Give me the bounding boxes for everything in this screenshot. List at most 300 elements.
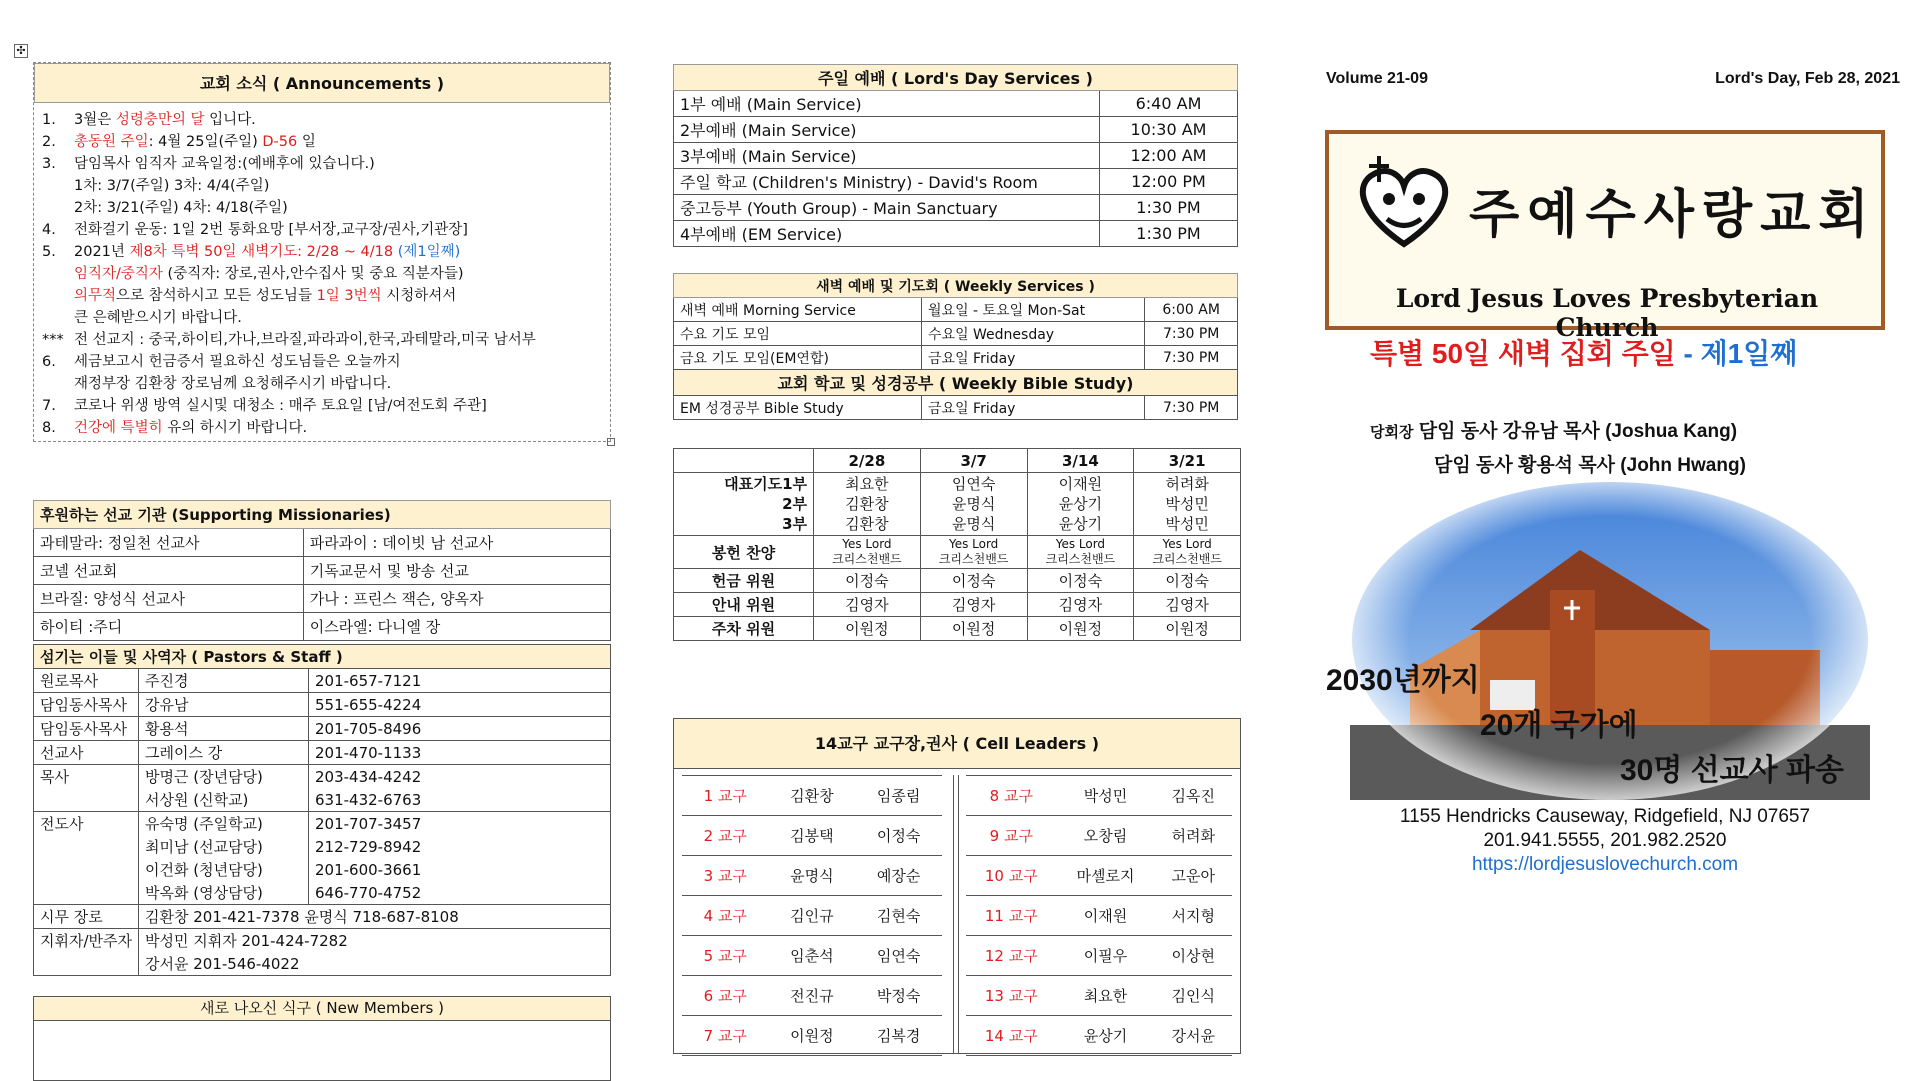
table-row (966, 1016, 1232, 1056)
table-row (674, 169, 1238, 195)
cell-leader: 김인식 (1154, 976, 1232, 1016)
cell-leader: 이상현 (1154, 936, 1232, 976)
prayer-name: 박성민 (1165, 515, 1209, 533)
staff-role: 시무 장로 (34, 905, 139, 929)
weekly-cell: 7:30 PM (1145, 322, 1238, 346)
table-row (674, 593, 1241, 617)
announcement-item (42, 351, 602, 373)
vision-line-1: 2030년까지 (1326, 664, 1480, 697)
cell-leaders-title: 14교구 교구장,권사 ( Cell Leaders ) (674, 719, 1240, 769)
cover-panel (1310, 60, 1910, 1070)
announcement-text: 큰 은혜받으시기 바랍니다. (74, 310, 242, 326)
parking-cell: 이원정 (920, 617, 1027, 641)
cell-number: 11 교구 (966, 896, 1057, 936)
announcement-text (74, 351, 401, 373)
announcement-number: 7. (42, 398, 56, 414)
announcement-item (42, 263, 602, 285)
announcement-text: 1차: 3/7(주일) 3차: 4/4(주일) (74, 178, 270, 194)
announcement-item (42, 109, 602, 131)
song-label: 봉헌 찬양 (674, 536, 814, 569)
announcement-hl: 성령충만의 달 (115, 112, 205, 128)
usher-cell: 김영자 (814, 593, 921, 617)
announcement-tail: 으로 참석하시고 모든 성도님들 (116, 288, 317, 304)
announcement-number: *** (42, 332, 64, 348)
announcement-tail: (중직자: 장로,권사,안수집사 및 중요 직분자들) (162, 266, 464, 282)
service-name: 중고등부 (Youth Group) - Main Sanctuary (674, 195, 1100, 221)
cell-number: 4 교구 (682, 896, 768, 936)
cell-leader: 고운아 (1154, 856, 1232, 896)
volume-label: Volume 21-09 (1326, 70, 1428, 87)
offering-label: 헌금 위원 (674, 569, 814, 593)
table-row (34, 529, 611, 557)
staff-role (34, 835, 139, 858)
cell-number: 6 교구 (682, 976, 768, 1016)
staff-name: 최미남 (선교담당) (139, 835, 309, 858)
table-row (34, 717, 611, 741)
missionary-cell: 이스라엘: 다니엘 장 (303, 613, 610, 641)
church-name-english: Lord Jesus Loves Presbyterian Church (1395, 284, 1819, 342)
announcement-number: 8. (42, 420, 56, 436)
staff-role (34, 881, 139, 905)
staff-name: 유숙명 (주일학교) (139, 812, 309, 836)
table-row (34, 741, 611, 765)
cell-leaders-right (966, 775, 1232, 1056)
service-name: 주일 학교 (Children's Ministry) - David's Room (674, 169, 1100, 195)
announcement-hl2: D-56 (262, 134, 298, 150)
table-row (34, 952, 611, 976)
prayer-name: 김환창 (845, 515, 889, 533)
cell-leader: 김옥진 (1154, 776, 1232, 816)
weekly-cell: 수요 기도 모임 (674, 322, 922, 346)
cell-leader: 박정숙 (855, 976, 942, 1016)
staff-name: 방명근 (장년담당) (139, 765, 309, 789)
staff-table (33, 644, 611, 976)
prayer-name: 윤상기 (1058, 515, 1103, 533)
announcement-number (42, 373, 74, 395)
service-time: 1:30 PM (1100, 195, 1238, 221)
address: 1155 Hendricks Causeway, Ridgefield, NJ 07657 (1399, 806, 1811, 827)
services-table (673, 64, 1238, 247)
cell-leader: 오창림 (1057, 816, 1155, 856)
prayer-cell (1134, 473, 1241, 536)
staff-phone: 201-707-3457 (309, 812, 611, 836)
cell-number: 12 교구 (966, 936, 1057, 976)
announcement-hl: 제8차 특벽 50일 새벽기도: 2/28 ~ 4/18 (129, 244, 394, 260)
weekly-cell: 수요일 Wednesday (922, 322, 1145, 346)
cell-leader: 윤상기 (1057, 1016, 1155, 1056)
announcement-item (42, 131, 602, 153)
table-row (674, 91, 1238, 117)
services-title: 주일 예배 ( Lord's Day Services ) (674, 65, 1238, 91)
announcement-tail: 입니다. (204, 112, 256, 128)
church-name-korean: 주예수사랑교회 (1469, 185, 1877, 245)
cell-number: 13 교구 (966, 976, 1057, 1016)
table-row (966, 936, 1232, 976)
table-row (674, 536, 1241, 569)
weekly-table (673, 273, 1238, 420)
service-name: 4부예배 (EM Service) (674, 221, 1100, 247)
announcement-tail2: 일 (297, 134, 316, 150)
roster-corner (674, 449, 814, 473)
prayer-name: 윤명식 (951, 515, 996, 533)
announcement-text (74, 395, 487, 417)
announcement-blue: (제1일째) (393, 244, 461, 260)
announcement-text (74, 175, 269, 197)
parking-label: 주차 위원 (674, 617, 814, 641)
table-row (674, 473, 1241, 536)
missionary-cell: 하이티 :주디 (34, 613, 304, 641)
usher-label: 안내 위원 (674, 593, 814, 617)
staff-role: 전도사 (34, 812, 139, 836)
prayer-name: 박성민 (1165, 495, 1209, 513)
cell-leader: 최요한 (1057, 976, 1155, 1016)
weekly-cell: 6:00 AM (1145, 298, 1238, 322)
table-row (682, 856, 942, 896)
announcement-number (42, 175, 74, 197)
announcement-number (42, 307, 74, 329)
staff-name: 황용석 (139, 717, 309, 741)
pastor-1: 담임 동사 강유남 목사 (Joshua Kang) (1418, 421, 1738, 442)
announcement-text: 3월은 (74, 112, 116, 128)
announcement-number: 2. (42, 134, 56, 150)
announcement-item (42, 175, 602, 197)
announcement-hl: 건강에 특별히 (74, 420, 163, 436)
usher-cell: 김영자 (920, 593, 1027, 617)
cell-leader: 이재원 (1057, 896, 1155, 936)
offering-cell: 이정숙 (920, 569, 1027, 593)
staff-role: 목사 (34, 765, 139, 789)
cell-leader: 김현숙 (855, 896, 942, 936)
announcement-number: 4. (42, 222, 56, 238)
missionary-cell: 브라질: 양성식 선교사 (34, 585, 304, 613)
table-row (682, 976, 942, 1016)
cell-leader: 임춘석 (768, 936, 855, 976)
staff-name: 이건화 (청년담당) (139, 858, 309, 881)
prayer-name: 김환창 (845, 495, 889, 513)
staff-role (34, 858, 139, 881)
missionary-cell: 코넬 선교회 (34, 557, 304, 585)
table-row (34, 858, 611, 881)
cell-number: 10 교구 (966, 856, 1057, 896)
bible-cell: EM 성경공부 Bible Study (674, 396, 922, 420)
staff-name: 강유남 (139, 693, 309, 717)
announcement-text: 2차: 3/21(주일) 4차: 4/18(주일) (74, 200, 288, 216)
table-row (674, 569, 1241, 593)
roster-date: 3/14 (1027, 449, 1134, 473)
table-row (34, 613, 611, 641)
announcement-item (42, 329, 602, 351)
cell-number: 8 교구 (966, 776, 1057, 816)
cell-number: 2 교구 (682, 816, 768, 856)
announcement-item (42, 307, 602, 329)
staff-phone: 201-657-7121 (309, 669, 611, 693)
announcements-box (33, 62, 611, 442)
weekly-cell: 새벽 예배 Morning Service (674, 298, 922, 322)
missionary-cell: 파라과이 : 데이빗 남 선교사 (303, 529, 610, 557)
table-row (34, 881, 611, 905)
cell-leader: 이필우 (1057, 936, 1155, 976)
roster-header-row (674, 449, 1241, 473)
cell-leader: 김환창 (768, 776, 855, 816)
service-time: 12:00 AM (1100, 143, 1238, 169)
announcement-item (42, 373, 602, 395)
special-service-title: 특별 50일 새벽 집회 주일 (1370, 338, 1676, 369)
staff-name: 강서윤 201-546-4022 (139, 952, 611, 976)
announcement-item (42, 395, 602, 417)
cell-leader: 임종림 (855, 776, 942, 816)
table-row (674, 143, 1238, 169)
prayer-name: 이재원 (1058, 475, 1103, 493)
staff-role: 선교사 (34, 741, 139, 765)
move-handle-icon[interactable]: ✣ (14, 44, 28, 58)
song-cell: Yes Lord 크리스천밴드 (814, 536, 921, 569)
announcement-number: 1. (42, 112, 56, 128)
announcements-list (34, 103, 610, 439)
missionary-cell: 가나 : 프린스 잭슨, 양옥자 (303, 585, 610, 613)
service-time: 1:30 PM (1100, 221, 1238, 247)
table-row (34, 765, 611, 789)
phone: 201.941.5555, 201.982.2520 (1483, 830, 1727, 851)
table-row (682, 936, 942, 976)
song-cell: Yes Lord 크리스천밴드 (1027, 536, 1134, 569)
table-row (966, 776, 1232, 816)
prayer-label: 대표기도1부 2부 3부 (674, 473, 814, 536)
announcement-text (74, 219, 468, 241)
weekly-title: 새벽 예배 및 기도회 ( Weekly Services ) (674, 274, 1238, 298)
announcement-text: 세금보고시 헌금증서 필요하신 성도님들은 오늘까지 (74, 354, 401, 370)
cell-number: 9 교구 (966, 816, 1057, 856)
staff-role: 담임동사목사 (34, 717, 139, 741)
table-row (34, 835, 611, 858)
missionary-cell: 기독교문서 및 방송 선교 (303, 557, 610, 585)
table-row (682, 816, 942, 856)
announcement-item (42, 219, 602, 241)
offering-cell: 이정숙 (1134, 569, 1241, 593)
bible-cell: 금요일 Friday (922, 396, 1145, 420)
announcement-number (42, 285, 74, 307)
table-row (966, 896, 1232, 936)
cell-leader: 서지형 (1154, 896, 1232, 936)
parking-cell: 이원정 (1027, 617, 1134, 641)
prayer-name: 최요한 (845, 475, 889, 493)
announcement-text: 전화걸기 운동: 1일 2번 통화요망 [부서장,교구장/권사,기관장] (74, 222, 468, 238)
table-row (34, 669, 611, 693)
church-logo (1325, 130, 1885, 342)
staff-name: 서상원 (신학교) (139, 788, 309, 812)
announcement-text: 2021년 (74, 244, 130, 260)
missionary-cell: 과테말라: 정일천 선교사 (34, 529, 304, 557)
table-row (682, 896, 942, 936)
prayer-cell (814, 473, 921, 536)
weekly-cell: 7:30 PM (1145, 346, 1238, 370)
table-row (34, 693, 611, 717)
weekly-cell: 월요일 - 토요일 Mon-Sat (922, 298, 1145, 322)
announcement-number: 3. (42, 156, 56, 172)
announcement-item (42, 153, 602, 175)
staff-phone: 201-705-8496 (309, 717, 611, 741)
table-row (682, 1016, 942, 1056)
announcement-text (74, 131, 316, 153)
announcement-tail2: 시청하셔서 (381, 288, 457, 304)
new-members-title: 새로 나오신 식구 ( New Members ) (34, 997, 610, 1021)
bible-study-title: 교회 학교 및 성경공부 ( Weekly Bible Study) (674, 370, 1238, 396)
prayer-name: 허려화 (1165, 475, 1209, 493)
announcement-text (74, 417, 307, 439)
staff-name: 박옥화 (영상담당) (139, 881, 309, 905)
service-time: 6:40 AM (1100, 91, 1238, 117)
staff-phone: 201-470-1133 (309, 741, 611, 765)
cell-divider (953, 775, 959, 1053)
staff-phone: 631-432-6763 (309, 788, 611, 812)
table-row (34, 812, 611, 836)
table-row (34, 905, 611, 929)
cell-number: 14 교구 (966, 1016, 1057, 1056)
new-members-box (33, 996, 611, 1081)
cell-leader: 전진규 (768, 976, 855, 1016)
announcement-text (74, 263, 464, 285)
staff-phone: 551-655-4224 (309, 693, 611, 717)
table-row (674, 221, 1238, 247)
staff-phone: 646-770-4752 (309, 881, 611, 905)
cell-number: 7 교구 (682, 1016, 768, 1056)
cell-number: 1 교구 (682, 776, 768, 816)
table-row (34, 929, 611, 953)
heart-cross-icon (1349, 154, 1459, 254)
staff-role: 원로목사 (34, 669, 139, 693)
staff-role: 지휘자/반주자 (34, 929, 139, 953)
announcement-text: 전 선교지 : 중국,하이티,가나,브라질,파라과이,한국,과테말라,미국 남서부 (74, 332, 536, 348)
cell-leaders-box (673, 718, 1241, 1054)
announcement-text (74, 241, 460, 263)
table-row (674, 396, 1238, 420)
announcement-hl: 총동원 주일 (74, 134, 149, 150)
table-row (674, 298, 1238, 322)
service-time: 10:30 AM (1100, 117, 1238, 143)
announcement-text: 담임목사 임직자 교육일정:(예배후에 있습니다.) (74, 156, 375, 172)
cell-leader: 마셸로지 (1057, 856, 1155, 896)
table-row (966, 856, 1232, 896)
cell-leader: 임연숙 (855, 936, 942, 976)
cell-leader: 김봉택 (768, 816, 855, 856)
special-service-day: - 제1일째 (1683, 338, 1798, 369)
announcement-text (74, 197, 288, 219)
usher-cell: 김영자 (1134, 593, 1241, 617)
song-cell: Yes Lord 크리스천밴드 (920, 536, 1027, 569)
resize-handle-icon[interactable] (607, 438, 615, 446)
cell-leader: 박성민 (1057, 776, 1155, 816)
table-row (674, 617, 1241, 641)
vision-line-3: 30명 선교사 파송 (1620, 754, 1844, 787)
missionaries-title: 후원하는 선교 기관 (Supporting Missionaries) (34, 501, 611, 529)
announcement-item (42, 197, 602, 219)
weekly-cell: 금요 기도 모임(EM연합) (674, 346, 922, 370)
announcement-number (42, 197, 74, 219)
announcement-text (74, 307, 242, 329)
table-row (674, 195, 1238, 221)
cell-leader: 이정숙 (855, 816, 942, 856)
website-link[interactable]: https://lordjesuslovechurch.com (1471, 854, 1739, 875)
cell-leader: 예장순 (855, 856, 942, 896)
table-row (674, 322, 1238, 346)
table-row (966, 976, 1232, 1016)
staff-phone: 203-434-4242 (309, 765, 611, 789)
prayer-cell (920, 473, 1027, 536)
roster-table (673, 448, 1241, 641)
announcement-text (74, 285, 456, 307)
service-time: 12:00 PM (1100, 169, 1238, 195)
service-name: 2부예배 (Main Service) (674, 117, 1100, 143)
announcement-text (74, 373, 391, 395)
date-label: Lord's Day, Feb 28, 2021 (1715, 70, 1900, 87)
announcement-number: 6. (42, 354, 56, 370)
song-cell: Yes Lord 크리스천밴드 (1134, 536, 1241, 569)
announcement-tail: 유의 하시기 바랍니다. (162, 420, 308, 436)
cell-leader: 김인규 (768, 896, 855, 936)
staff-title: 섬기는 이들 및 사역자 ( Pastors & Staff ) (34, 645, 611, 669)
prayer-name: 윤상기 (1058, 495, 1103, 513)
announcement-text (74, 153, 375, 175)
table-row (34, 557, 611, 585)
table-row (682, 776, 942, 816)
table-row (34, 788, 611, 812)
cell-leaders-left (682, 775, 942, 1056)
parking-cell: 이원정 (814, 617, 921, 641)
staff-role: 담임동사목사 (34, 693, 139, 717)
roster-date: 2/28 (814, 449, 921, 473)
staff-phone: 201-600-3661 (309, 858, 611, 881)
cell-leader: 허려화 (1154, 816, 1232, 856)
announcement-number (42, 263, 74, 285)
announcement-text: 재정부장 김환창 장로님께 요청해주시기 바랍니다. (74, 376, 392, 392)
staff-name: 주진경 (139, 669, 309, 693)
roster-date: 3/21 (1134, 449, 1241, 473)
vision-line-2: 20개 국가에 (1480, 709, 1638, 742)
cell-leader: 이원정 (768, 1016, 855, 1056)
staff-phone: 212-729-8942 (309, 835, 611, 858)
cell-leader: 윤명식 (768, 856, 855, 896)
announcement-hl: 의무적 (74, 288, 117, 304)
announcement-item (42, 241, 602, 263)
pastor-prefix: 당회장 (1370, 424, 1414, 441)
announcement-number: 5. (42, 244, 56, 260)
table-row (674, 346, 1238, 370)
cell-number: 3 교구 (682, 856, 768, 896)
table-row (674, 117, 1238, 143)
service-name: 1부 예배 (Main Service) (674, 91, 1100, 117)
announcement-item (42, 417, 602, 439)
missionaries-table (33, 500, 611, 641)
weekly-cell: 금요일 Friday (922, 346, 1145, 370)
table-row (966, 816, 1232, 856)
prayer-name: 임연숙 (951, 475, 996, 493)
staff-role (34, 788, 139, 812)
announcement-hl: 임직자/중직자 (74, 266, 163, 282)
service-name: 3부예배 (Main Service) (674, 143, 1100, 169)
offering-cell: 이정숙 (814, 569, 921, 593)
announcement-text: 코로나 위생 방역 실시및 대청소 : 매주 토요일 [남/여전도회 주관] (74, 398, 487, 414)
announcement-text (74, 329, 536, 351)
cell-number: 5 교구 (682, 936, 768, 976)
usher-cell: 김영자 (1027, 593, 1134, 617)
staff-name: 그레이스 강 (139, 741, 309, 765)
cell-leader: 김복경 (855, 1016, 942, 1056)
staff-role (34, 952, 139, 976)
announcement-text (74, 109, 256, 131)
offering-cell: 이정숙 (1027, 569, 1134, 593)
staff-name: 김환창 201-421-7378 윤명식 718-687-8108 (139, 905, 611, 929)
prayer-name: 윤명식 (951, 495, 996, 513)
bible-cell: 7:30 PM (1145, 396, 1238, 420)
